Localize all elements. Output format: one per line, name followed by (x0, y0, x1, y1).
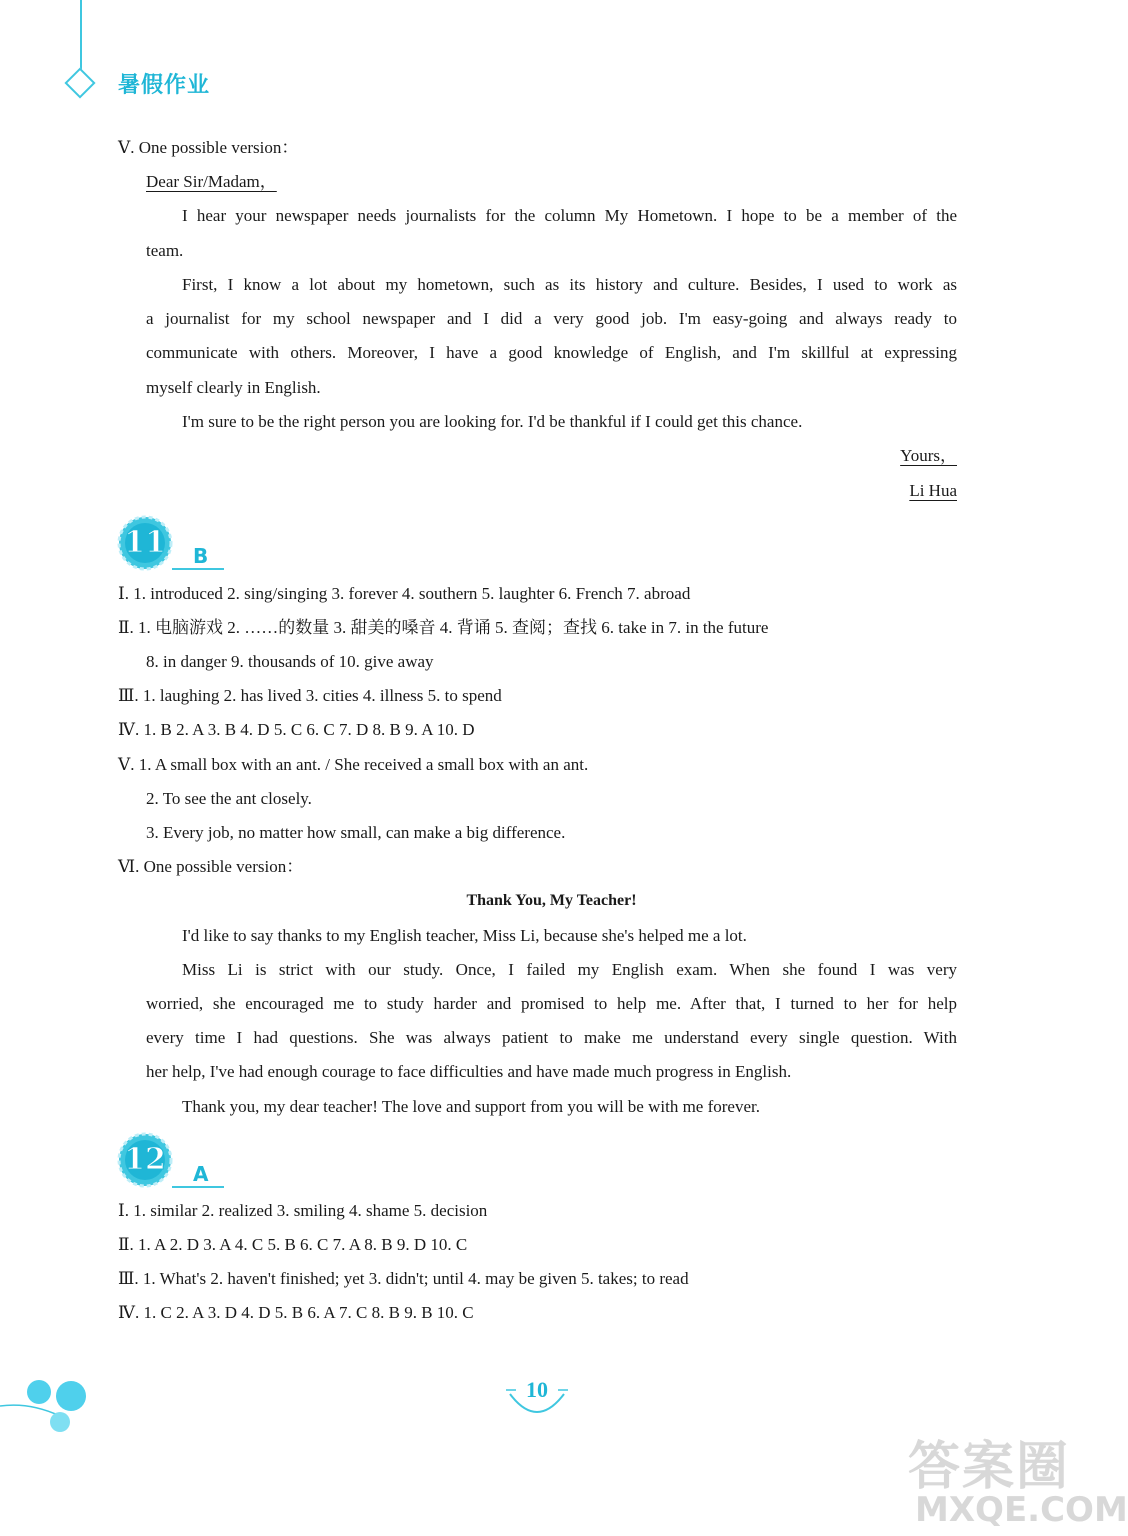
watermark-cn: 答案圈 (908, 1437, 1071, 1497)
essay-paragraph-1: I'd like to say thanks to my English teacher, Miss Li, because she's helped me a lot. (182, 926, 747, 945)
essay-title: Thank You, My Teacher! (466, 892, 637, 909)
header-vertical-line (80, 0, 82, 72)
unit-12-line-1: Ⅰ. 1. similar 2. realized 3. smiling 4. shame 5. decision (118, 1201, 488, 1220)
essay-paragraph-2-l3: every time I had questions. She was always patient to make me understand every single question. With (146, 1028, 957, 1047)
essay-paragraph-2-l4: her help, I've had enough courage to face difficulties and have made much progress in English. (146, 1062, 792, 1081)
unit-11-line-3: 8. in danger 9. thousands of 10. give away (146, 652, 434, 671)
decorative-bubbles-icon (0, 1372, 100, 1442)
unit-11-line-5: Ⅳ. 1. B 2. A 3. B 4. D 5. C 6. C 7. D 8. B 9. A 10. D (118, 720, 475, 739)
unit-11-line-6: Ⅴ. 1. A small box with an ant. / She received a small box with an ant. (118, 755, 589, 774)
letter-paragraph-2-l3: communicate with others. Moreover, I have a good knowledge of English, and I'm skillful at expressing (146, 343, 957, 362)
unit-12-line-4: Ⅳ. 1. C 2. A 3. D 4. D 5. B 6. A 7. C 8. B 9. B 10. C (118, 1303, 474, 1322)
essay-paragraph-2-l2: worried, she encouraged me to study harder and promised to help me. After that, I turned to her for help (146, 994, 957, 1013)
unit-11-level: B (193, 544, 209, 568)
essay-paragraph-2: Miss Li is strict with our study. Once, I failed my English exam. When she found I was very (182, 960, 957, 979)
header-diamond-icon (64, 67, 95, 98)
letter-paragraph-2-l4: myself clearly in English. (146, 378, 321, 397)
unit-11-line-7: 2. To see the ant closely. (146, 789, 312, 808)
unit-11-number: 11 (124, 525, 166, 560)
essay-paragraph-3: Thank you, my dear teacher! The love and support from you will be with me forever. (182, 1097, 760, 1116)
unit-11-underline (172, 568, 224, 570)
header-title: 暑假作业 (118, 73, 211, 98)
unit-12-underline (172, 1186, 224, 1188)
letter-paragraph-1-cont: team. (146, 241, 184, 260)
unit-11-line-2: Ⅱ. 1. 电脑游戏 2. ……的数量 3. 甜美的嗓音 4. 背诵 5. 查阅；查找 6. take in 7. in the future (118, 618, 769, 637)
watermark-en: MXQE.COM (915, 1490, 1128, 1530)
unit-12-line-3: Ⅲ. 1. What's 2. haven't finished; yet 3. didn't; until 4. may be given 5. takes; to read (118, 1269, 689, 1288)
unit-11-line-1: Ⅰ. 1. introduced 2. sing/singing 3. forever 4. southern 5. laughter 6. French 7. abroad (118, 584, 691, 603)
page-number: 10 (526, 1377, 548, 1402)
letter-signature: Li Hua (909, 481, 957, 500)
unit-12-badge (117, 1132, 173, 1188)
unit-11-line-9: Ⅵ. One possible version： (118, 857, 304, 876)
letter-paragraph-3: I'm sure to be the right person you are looking for. I'd be thankful if I could get this chance. (182, 412, 803, 431)
letter-paragraph-2-l2: a journalist for my school newspaper and I did a very good job. I'm easy-going and always ready to (146, 309, 957, 328)
unit-11-line-4: Ⅲ. 1. laughing 2. has lived 3. cities 4. illness 5. to spend (118, 686, 502, 705)
unit-12-level: A (193, 1162, 209, 1186)
unit-12-line-2: Ⅱ. 1. A 2. D 3. A 4. C 5. B 6. C 7. A 8. B 9. D 10. C (118, 1235, 468, 1254)
letter-salutation: Dear Sir/Madam， (146, 172, 277, 191)
letter-paragraph-1: I hear your newspaper needs journalists for the column My Hometown. I hope to be a member of the (182, 206, 957, 225)
unit-11-badge (117, 515, 173, 571)
letter-paragraph-2: First, I know a lot about my hometown, such as its history and culture. Besides, I used to work as (182, 275, 957, 294)
letter-closing: Yours， (900, 446, 957, 465)
unit-12-number: 12 (124, 1142, 166, 1177)
section-v-intro: Ⅴ. One possible version： (118, 138, 299, 157)
unit-11-line-8: 3. Every job, no matter how small, can make a big difference. (146, 823, 566, 842)
